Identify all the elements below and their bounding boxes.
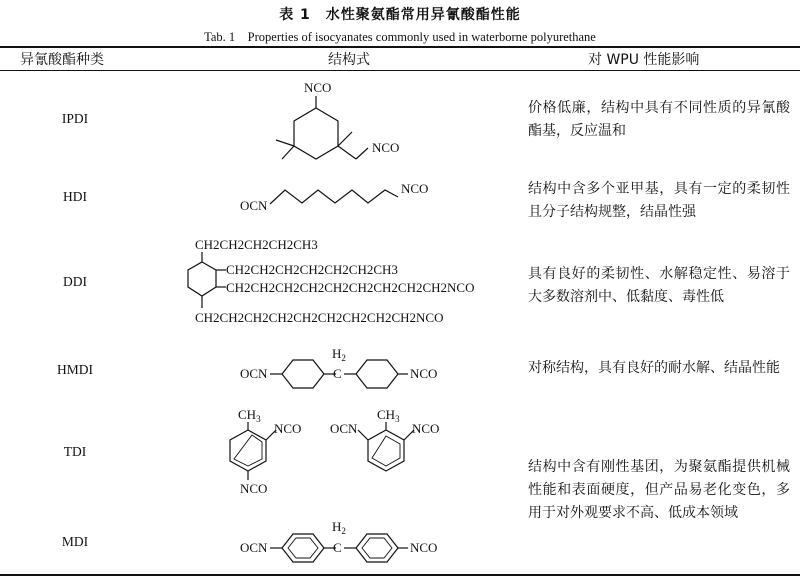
hdi-nco: NCO (401, 181, 429, 196)
ipdi-structure (276, 80, 399, 159)
tdi1-nco-bottom: NCO (240, 481, 268, 496)
row-name-hdi: HDI (63, 189, 87, 204)
tdi-24-structure (230, 407, 301, 496)
hmdi-ocn: OCN (240, 366, 268, 381)
mdi-nco: NCO (410, 540, 438, 555)
mdi-h2: $H_2$ (332, 519, 346, 536)
ipdi-nco-top: NCO (304, 80, 332, 95)
hmdi-c: C (333, 366, 342, 381)
tdi1-nco-top: NCO (274, 421, 302, 436)
header-effect: 对 WPU 性能影响 (588, 52, 700, 68)
mdi-ocn: OCN (240, 540, 268, 555)
row-name-hmdi: HMDI (57, 362, 93, 377)
header-structure: 结构式 (328, 52, 370, 68)
row-effect-ipdi: 价格低廉，结构中具有不同性质的异氰酸酯基，反应温和 (528, 100, 790, 139)
row-name-tdi: TDI (63, 444, 87, 459)
table-caption-cn: 表 1 水性聚氨酯常用异氰酸酯性能 (279, 7, 521, 23)
ddi-chain-2: CH2CH2CH2CH2CH2CH2CH3 (226, 262, 398, 277)
ddi-structure (188, 237, 474, 325)
tdi2-ocn: OCN (330, 421, 358, 436)
row-effect-hdi: 结构中含多个亚甲基，具有一定的柔韧性且分子结构规整，结晶性强 (528, 181, 790, 220)
mdi-c: C (333, 540, 342, 555)
row-name-mdi: MDI (61, 534, 89, 549)
row-name-ipdi: IPDI (61, 111, 89, 126)
ddi-chain-4: CH2CH2CH2CH2CH2CH2CH2CH2CH2NCO (195, 310, 444, 325)
hdi-ocn: OCN (240, 198, 268, 213)
hdi-structure (240, 181, 428, 213)
tdi1-ch3: $CH_3$ (238, 407, 261, 424)
row-effect-hmdi: 对称结构，具有良好的耐水解、结晶性能 (528, 360, 780, 376)
table-caption-en: Tab. 1 Properties of isocyanates commonly used in waterborne polyurethane (204, 30, 596, 44)
header-type: 异氰酸酯种类 (20, 52, 104, 68)
row-name-ddi: DDI (63, 274, 87, 289)
hmdi-nco: NCO (410, 366, 438, 381)
hmdi-structure (240, 346, 437, 388)
row-effect-tdi: 结构中含有刚性基团，为聚氨酯提供机械性能和表面硬度，但产品易老化变色，多用于对外观要求不高、低成本领域 (528, 459, 790, 521)
ipdi-nco-side: NCO (372, 140, 400, 155)
row-effect-ddi: 具有良好的柔韧性、水解稳定性、易溶于大多数溶剂中、低黏度、毒性低 (528, 266, 790, 305)
tdi2-ch3: $CH_3$ (377, 407, 400, 424)
tdi-26-structure (330, 407, 439, 471)
ddi-chain-1: CH2CH2CH2CH2CH3 (195, 237, 318, 252)
ddi-chain-3: CH2CH2CH2CH2CH2CH2CH2CH2CH2NCO (226, 280, 475, 295)
mdi-structure (240, 519, 437, 562)
hmdi-h2: $H_2$ (332, 346, 346, 363)
tdi2-nco: NCO (412, 421, 440, 436)
